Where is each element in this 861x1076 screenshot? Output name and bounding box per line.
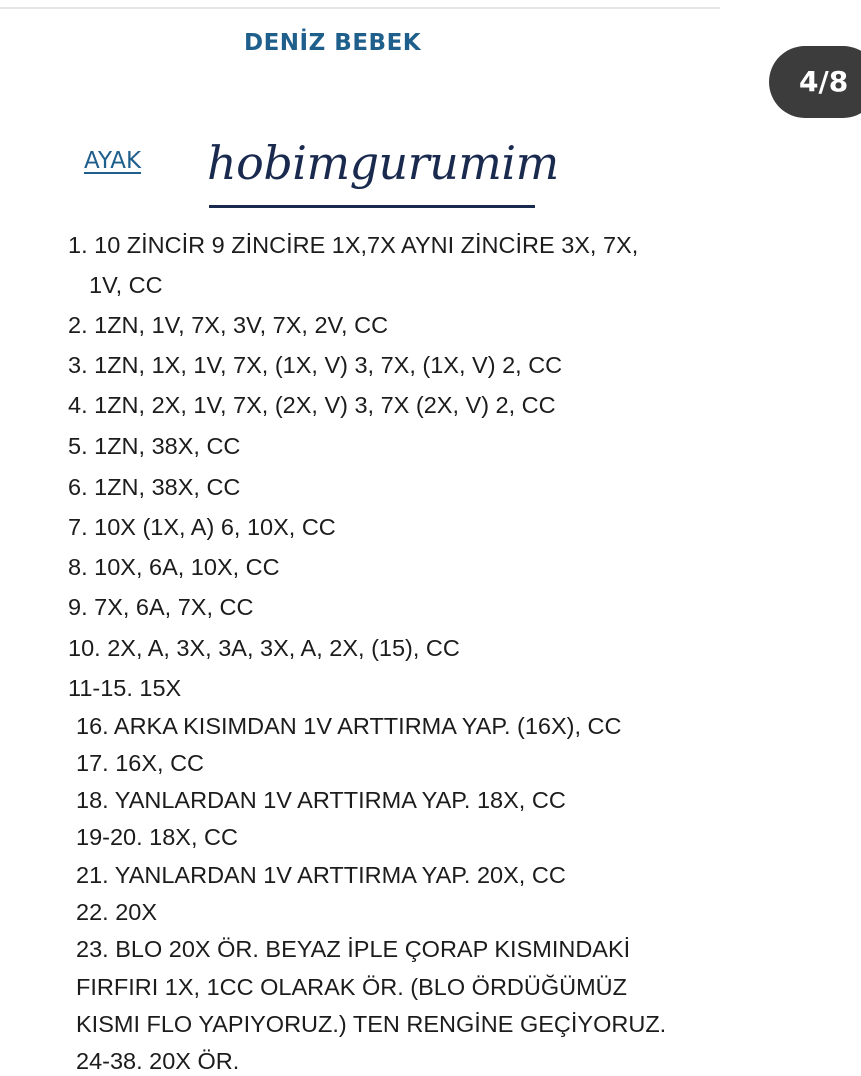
step-line: 2. 1ZN, 1V, 7X, 3V, 7X, 2V, CC — [68, 312, 389, 338]
step-line: 18. YANLARDAN 1V ARTTIRMA YAP. 18X, CC — [76, 787, 566, 813]
step-line: FIRFIRI 1X, 1CC OLARAK ÖR. (BLO ÖRDÜĞÜMÜZ — [76, 974, 628, 1000]
step-line: 6. 1ZN, 38X, CC — [68, 474, 241, 500]
page-indicator-badge[interactable]: 4/8 — [769, 46, 861, 118]
step-line: 24-38. 20X ÖR. — [76, 1048, 240, 1074]
top-divider — [0, 7, 720, 9]
step-line: 9. 7X, 6A, 7X, CC — [68, 594, 254, 620]
step-line: 22. 20X — [76, 899, 158, 925]
step-line: 7. 10X (1X, A) 6, 10X, CC — [68, 514, 336, 540]
step-line: 1. 10 ZİNCİR 9 ZİNCİRE 1X,7X AYNI ZİNCİRE 3X, 7X, — [68, 232, 639, 258]
step-line: 19-20. 18X, CC — [76, 824, 238, 850]
step-line: 1V, CC — [89, 272, 163, 298]
step-line: 10. 2X, A, 3X, 3A, 3X, A, 2X, (15), CC — [68, 635, 460, 661]
step-line: KISMI FLO YAPIYORUZ.) TEN RENGİNE GEÇİYORUZ. — [76, 1011, 667, 1037]
document-title: DENİZ BEBEK — [244, 30, 422, 56]
brand-watermark: hobimgurumim — [207, 136, 559, 190]
brand-underline — [209, 205, 535, 208]
step-line: 3. 1ZN, 1X, 1V, 7X, (1X, V) 3, 7X, (1X, V) 2, CC — [68, 352, 563, 378]
section-heading: AYAK — [84, 148, 142, 174]
step-line: 8. 10X, 6A, 10X, CC — [68, 554, 280, 580]
step-line: 23. BLO 20X ÖR. BEYAZ İPLE ÇORAP KISMINDAKİ — [76, 936, 631, 962]
step-line: 4. 1ZN, 2X, 1V, 7X, (2X, V) 3, 7X (2X, V) 2, CC — [68, 392, 556, 418]
step-line: 5. 1ZN, 38X, CC — [68, 433, 241, 459]
step-line: 11-15. 15X — [68, 675, 182, 701]
step-line: 17. 16X, CC — [76, 750, 205, 776]
step-line: 21. YANLARDAN 1V ARTTIRMA YAP. 20X, CC — [76, 862, 566, 888]
step-line: 16. ARKA KISIMDAN 1V ARTTIRMA YAP. (16X), CC — [76, 713, 622, 739]
